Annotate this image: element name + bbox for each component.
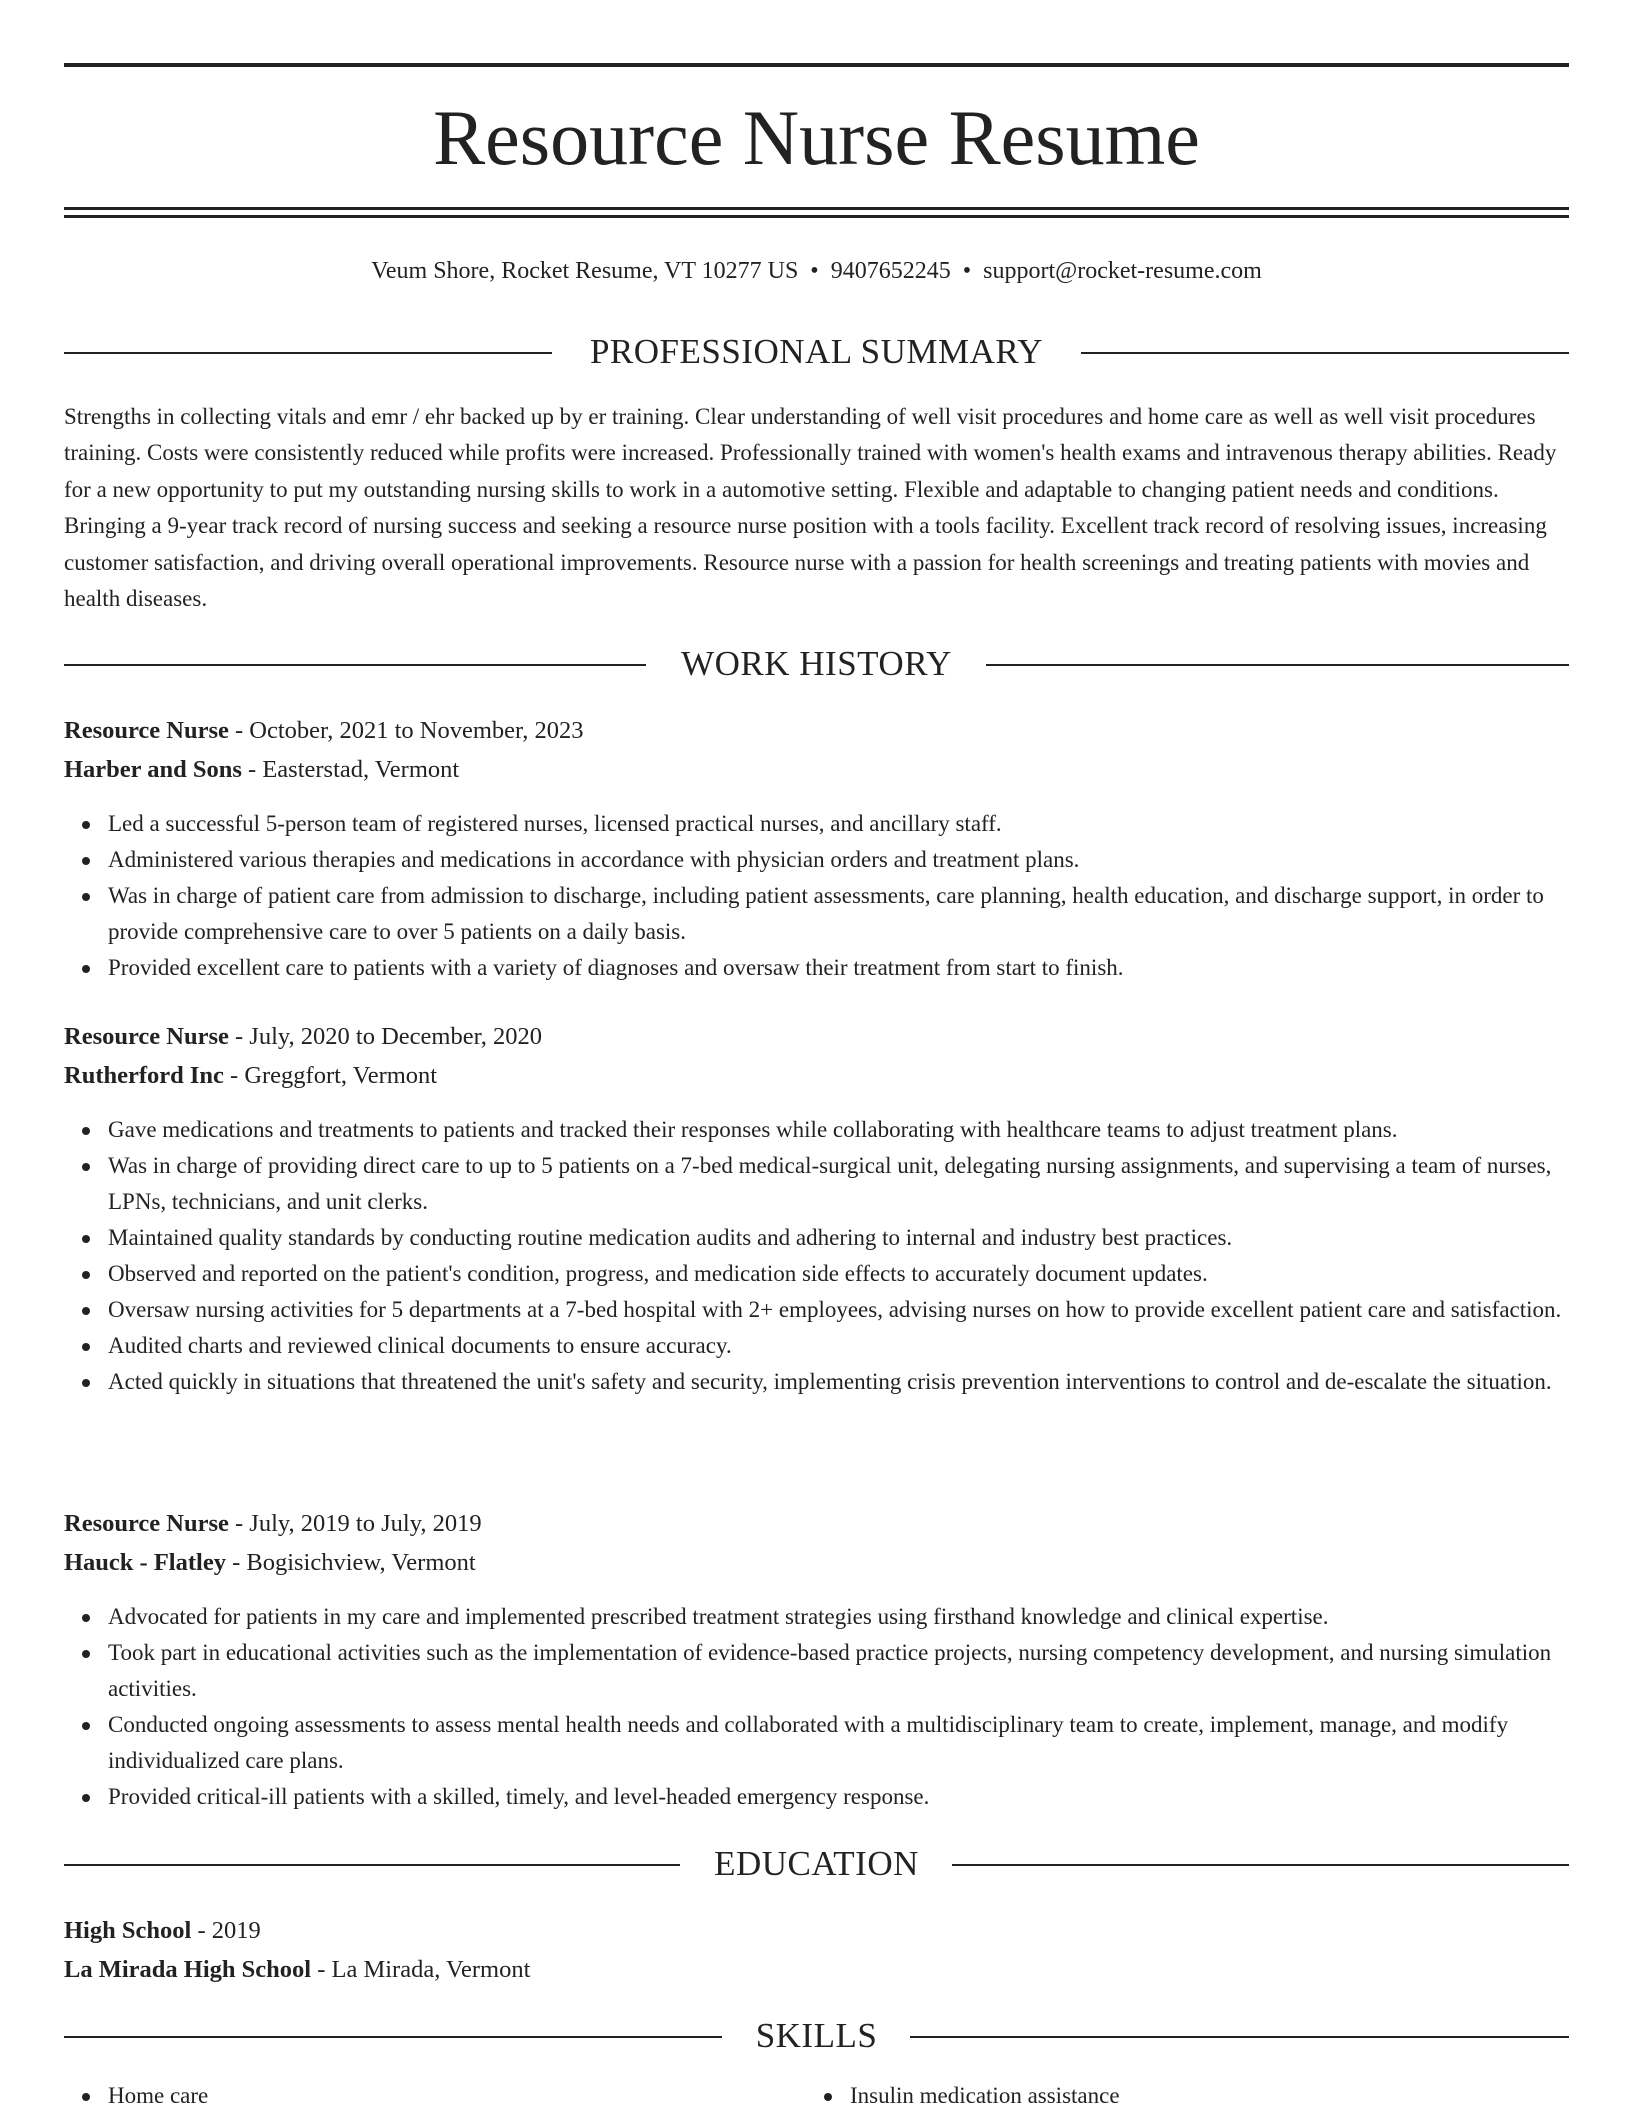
- job-company: Rutherford Inc: [64, 1062, 224, 1089]
- list-item: Advocated for patients in my care and implemented prescribed treatment strategies using firsthand knowledge and clinical expertise.: [108, 1599, 1570, 1635]
- education-degree: High School: [64, 1917, 192, 1944]
- list-item: Was in charge of patient care from admission to discharge, including patient assessments, care planning, health education, and discharge support, in order to provide comprehensive care to over 5 patients on a daily basis.: [108, 878, 1570, 950]
- job-title-line: [64, 1019, 542, 1055]
- education-degree-line: [64, 1913, 261, 1949]
- skill-item: Home care: [108, 2078, 208, 2114]
- job-company-line: [64, 1058, 437, 1094]
- contact-address: Veum Shore, Rocket Resume, VT 10277 US: [371, 258, 799, 284]
- contact-line: [64, 254, 1569, 288]
- contact-phone: 9407652245: [830, 258, 951, 284]
- contact-email: support@rocket-resume.com: [983, 258, 1262, 284]
- job-company: Hauck - Flatley: [64, 1549, 226, 1576]
- section-heading-summary: [64, 332, 1569, 372]
- list-item: Led a successful 5-person team of registered nurses, licensed practical nurses, and ancillary staff.: [108, 806, 1570, 842]
- list-item: Maintained quality standards by conducting routine medication audits and adhering to internal and industry best practices.: [108, 1220, 1570, 1256]
- list-item: Conducted ongoing assessments to assess mental health needs and collaborated with a multidisciplinary team to create, implement, manage, and modify individualized care plans.: [108, 1707, 1570, 1779]
- job-bullets: [64, 806, 1570, 986]
- resume-title: Resource Nurse Resume: [433, 94, 1200, 181]
- skills-heading: SKILLS: [724, 2016, 910, 2055]
- list-item: Gave medications and treatments to patients and tracked their responses while collaborating with healthcare teams to adjust treatment plans.: [108, 1112, 1570, 1148]
- top-rule: [64, 63, 1569, 67]
- job-company-line: [64, 1545, 476, 1581]
- section-heading-skills: [64, 2016, 1569, 2056]
- job-dates: - July, 2019 to July, 2019: [228, 1510, 482, 1537]
- job-title: Resource Nurse: [64, 1023, 229, 1050]
- list-item: Oversaw nursing activities for 5 departments at a 7-bed hospital with 2+ employees, advising nurses on how to provide excellent patient care and satisfaction.: [108, 1292, 1570, 1328]
- job-company-line: [64, 752, 459, 788]
- contact-separator: •: [962, 258, 972, 284]
- job-title-line: [64, 1506, 482, 1542]
- section-heading-education: [64, 1844, 1569, 1884]
- job-dates: - July, 2020 to December, 2020: [228, 1023, 543, 1050]
- list-item: Observed and reported on the patient's condition, progress, and medication side effects to accurately document updates.: [108, 1256, 1570, 1292]
- job-company: Harber and Sons: [64, 756, 242, 783]
- education-year: - 2019: [191, 1917, 261, 1944]
- contact-separator: •: [810, 258, 819, 284]
- list-item: Provided excellent care to patients with a variety of diagnoses and oversaw their treatment from start to finish.: [108, 950, 1570, 986]
- list-item: Administered various therapies and medications in accordance with physician orders and treatment plans.: [108, 842, 1570, 878]
- education-school: La Mirada High School: [64, 1956, 312, 1983]
- job-dates: - October, 2021 to November, 2023: [228, 717, 584, 744]
- education-school-line: [64, 1952, 530, 1988]
- summary-text: Strengths in collecting vitals and emr / ehr backed up by er training. Clear understanding of well visit procedures and home care as well as well visit procedures training. Costs were consistently reduced while profits were increased. Professionally trained with women's health exams and intravenous therapy abilities. Ready for a new opportunity to put my outstanding nursing skills to work in a automotive setting. Flexible and adaptable to changing patient needs and conditions. Bringing a 9-year track record of nursing success and seeking a resource nurse position with a tools facility. Excellent track record of resolving issues, increasing customer satisfaction, and driving overall operational improvements. Resource nurse with a passion for health screenings and treating patients with movies and health diseases.: [64, 404, 1557, 612]
- skills-list-right: [806, 2078, 1120, 2114]
- title-rule-upper: [64, 207, 1569, 210]
- job-title-line: [64, 713, 583, 749]
- list-item: Was in charge of providing direct care to up to 5 patients on a 7-bed medical-surgical unit, delegating nursing assignments, and supervising a team of nurses, LPNs, technicians, and unit clerks.: [108, 1148, 1570, 1220]
- list-item: Provided critical-ill patients with a skilled, timely, and level-headed emergency response.: [108, 1779, 1570, 1815]
- list-item: Took part in educational activities such as the implementation of evidence-based practice projects, nursing competency development, and nursing simulation activities.: [108, 1635, 1570, 1707]
- job-location: - Easterstad, Vermont: [241, 756, 460, 783]
- skill-item: Insulin medication assistance: [850, 2078, 1120, 2114]
- job-location: - Bogisichview, Vermont: [225, 1549, 476, 1576]
- list-item: Acted quickly in situations that threatened the unit's safety and security, implementing crisis prevention interventions to control and de-escalate the situation.: [108, 1364, 1570, 1400]
- skills-list-left: [64, 2078, 208, 2114]
- summary-heading: PROFESSIONAL SUMMARY: [558, 332, 1075, 371]
- section-heading-work: [64, 644, 1569, 684]
- education-heading: EDUCATION: [682, 1844, 951, 1883]
- job-title: Resource Nurse: [64, 1510, 229, 1537]
- job-bullets: [64, 1599, 1570, 1815]
- education-location: - La Mirada, Vermont: [311, 1956, 531, 1983]
- title-rule-lower: [64, 215, 1569, 218]
- list-item: Audited charts and reviewed clinical documents to ensure accuracy.: [108, 1328, 1570, 1364]
- job-title: Resource Nurse: [64, 717, 229, 744]
- job-bullets: [64, 1112, 1570, 1400]
- work-heading: WORK HISTORY: [649, 644, 984, 683]
- job-location: - Greggfort, Vermont: [223, 1062, 438, 1089]
